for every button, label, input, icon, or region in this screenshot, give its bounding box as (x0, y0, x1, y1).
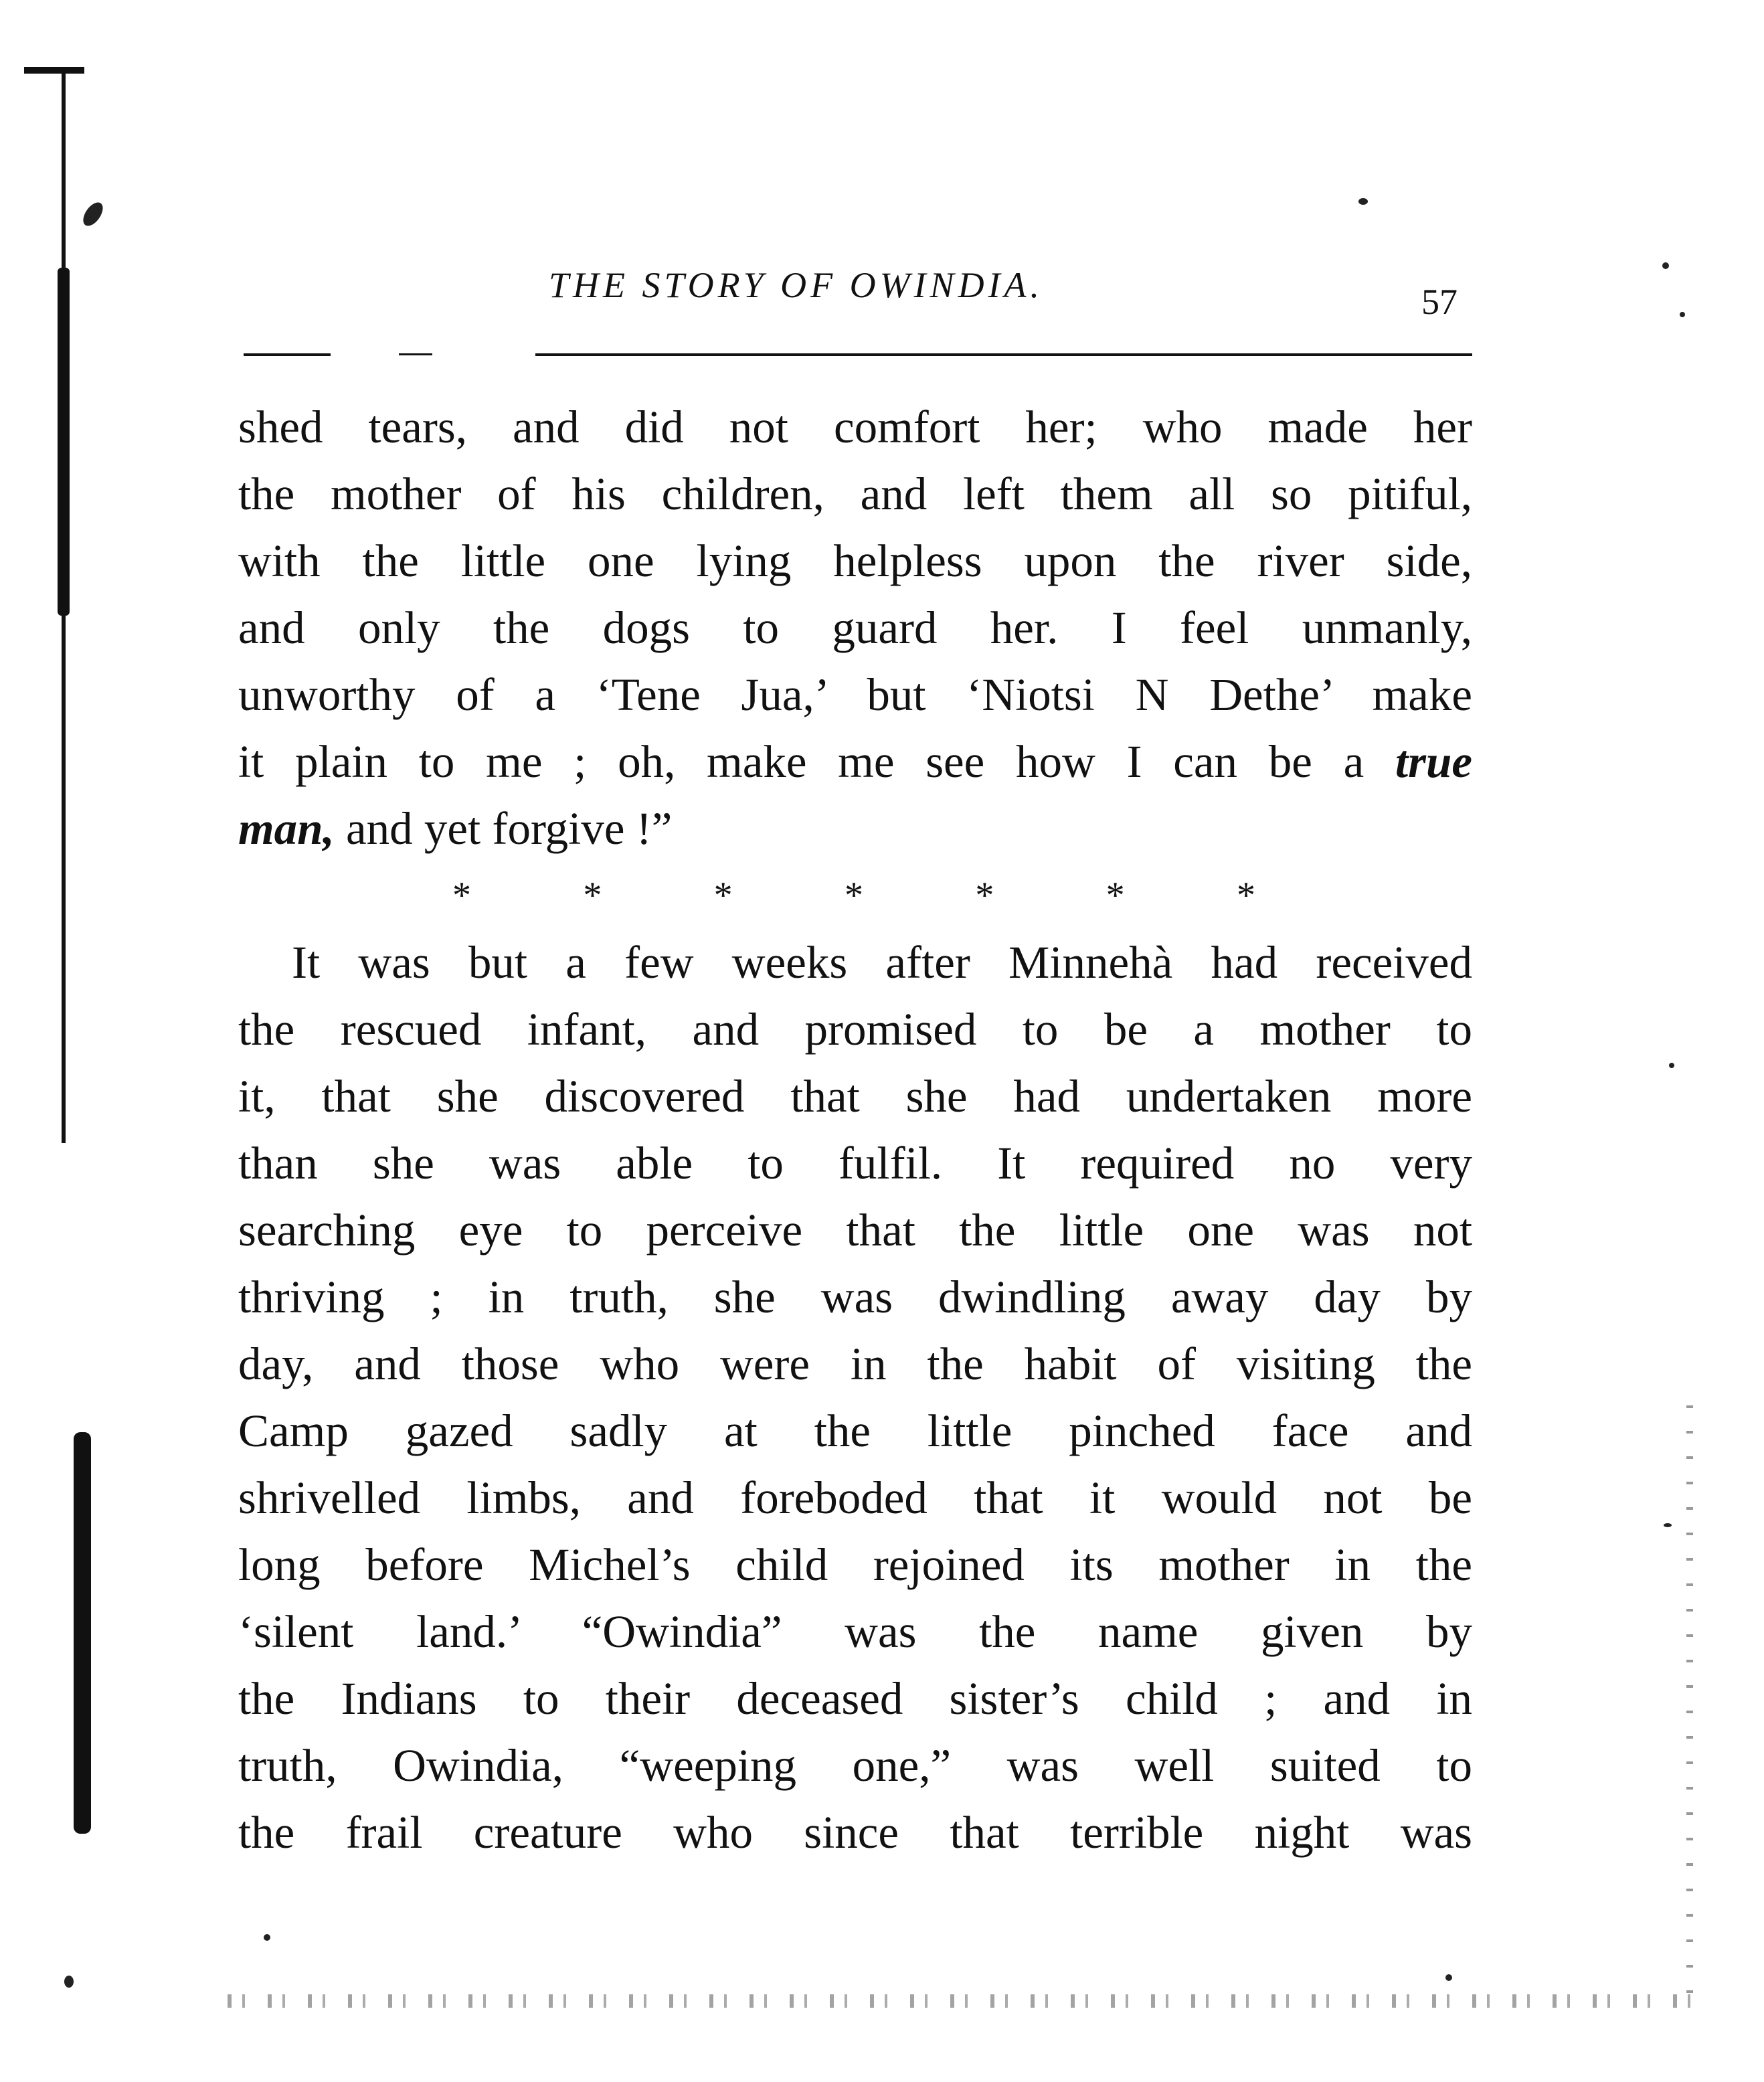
asterisk: * (583, 875, 602, 916)
ink-speck (1669, 1063, 1674, 1068)
text-line: the mother of his children, and left them all so pitiful, (238, 468, 1472, 519)
text-line: long before Michel’s child rejoined its mother in the (238, 1539, 1472, 1590)
running-title: THE STORY OF OWINDIA. (549, 265, 1044, 305)
text-segment: it plain to me ; oh, make me see how I can be a (238, 736, 1364, 787)
ink-speck (1662, 262, 1669, 269)
ink-speck (1680, 312, 1685, 317)
text-line: it, that she discovered that she had undertaken more (238, 1071, 1472, 1122)
binding-mark-upper (58, 268, 70, 616)
header-rule-gap (399, 353, 432, 355)
emphasis-true: true (1395, 736, 1473, 787)
text-line: shrivelled limbs, and foreboded that it would not be (238, 1472, 1472, 1523)
text-line: day, and those who were in the habit of visiting the (238, 1338, 1472, 1389)
asterisk: * (452, 875, 471, 916)
binding-mark-lower (74, 1432, 91, 1834)
text-line: the Indians to their deceased sister’s child ; and in (238, 1673, 1472, 1724)
text-line-with-emphasis (238, 795, 1472, 862)
text-line: with the little one lying helpless upon the river side, (238, 535, 1472, 586)
scan-noise-bottom (228, 1994, 1700, 2008)
body-text (238, 394, 1472, 1866)
text-line: It was but a few weeks after Minnehà had received (292, 937, 1472, 988)
text-line: shed tears, and did not comfort her; who made her (238, 402, 1472, 452)
text-line-with-emphasis (238, 728, 1472, 795)
asterisk: * (1106, 875, 1125, 916)
ink-speck (64, 1976, 74, 1988)
binding-mark-top (24, 67, 84, 74)
ink-speck (1358, 198, 1368, 205)
asterisk: * (713, 875, 733, 916)
ink-speck (1445, 1974, 1452, 1981)
text-line: ‘silent land.’ “Owindia” was the name given by (238, 1606, 1472, 1657)
text-line: than she was able to fulfil. It required no very (238, 1138, 1472, 1189)
header-rule-left (244, 353, 331, 356)
text-line: truth, Owindia, “weeping one,” was well suited to (238, 1740, 1472, 1791)
text-line: searching eye to perceive that the little one was not (238, 1205, 1472, 1255)
ink-speck (264, 1934, 270, 1941)
text-line: the rescued infant, and promised to be a mother to (238, 1004, 1472, 1055)
text-line: thriving ; in truth, she was dwindling away day by (238, 1272, 1472, 1322)
emphasis-man: man, (238, 803, 335, 854)
text-line: unworthy of a ‘Tene Jua,’ but ‘Niotsi N Dethe’ make (238, 669, 1472, 720)
text-line: the frail creature who since that terrible night was (238, 1807, 1472, 1858)
ink-speck (1664, 1523, 1672, 1527)
section-break-asterism (452, 862, 1255, 929)
scan-noise-right (1686, 1405, 1693, 1994)
ink-speck (80, 199, 107, 229)
asterisk: * (1236, 875, 1255, 916)
page-number: 57 (1421, 282, 1458, 322)
text-line: and only the dogs to guard her. I feel unmanly, (238, 602, 1472, 653)
header-rule-main (535, 353, 1472, 356)
asterisk: * (844, 875, 863, 916)
text-line: Camp gazed sadly at the little pinched face and (238, 1405, 1472, 1456)
asterisk: * (975, 875, 994, 916)
text-segment: and yet forgive !” (334, 803, 673, 854)
